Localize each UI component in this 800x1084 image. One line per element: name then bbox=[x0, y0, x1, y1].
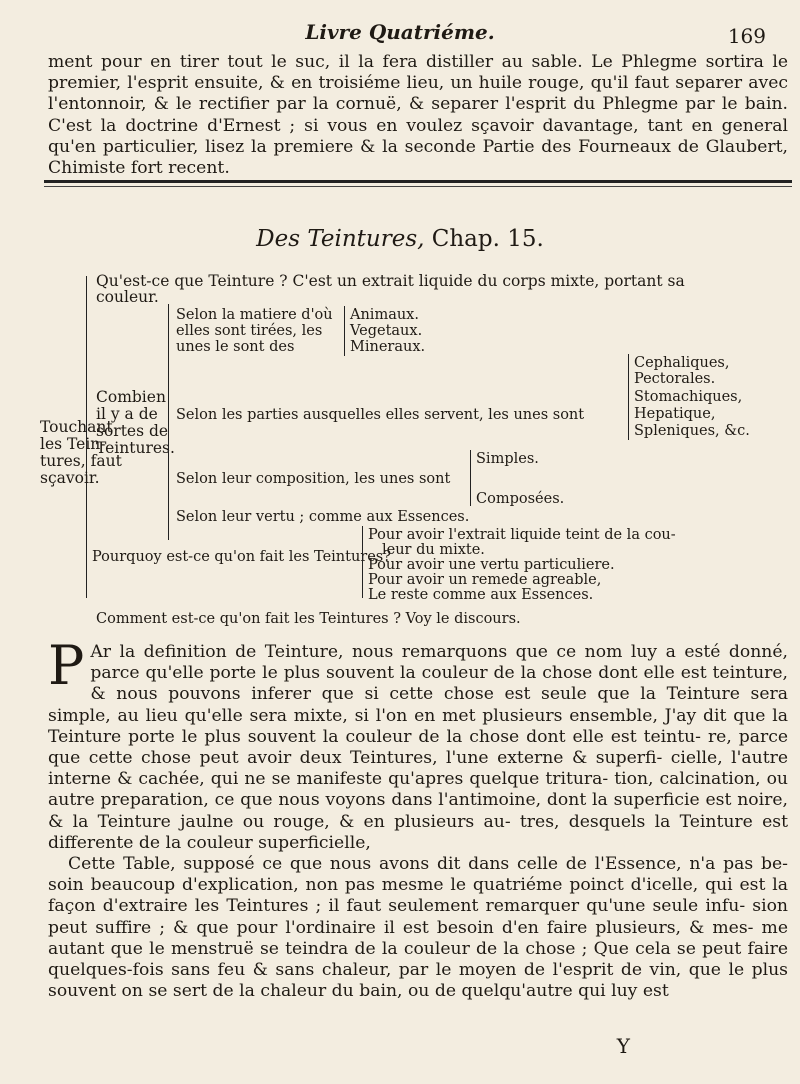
parties-item-2: Pectorales. bbox=[634, 371, 716, 387]
vertu-label: Selon leur vertu ; comme aux Essences. bbox=[176, 509, 470, 525]
parties-item-4: Hepatique, bbox=[634, 406, 716, 422]
ornamental-rule-thin bbox=[44, 186, 792, 187]
composition-item-1: Simples. bbox=[476, 451, 539, 467]
matiere-item-3: Mineraux. bbox=[350, 339, 426, 355]
q2-label-2: il y a de bbox=[96, 405, 158, 423]
side-label-1: Touchant bbox=[40, 418, 113, 436]
top-paragraph: ment pour en tirer tout le suc, il la fera distiller au sable. Le Phlegme sortira le premier, l'esprit ensuite, & en troisiéme lieu, un huile rouge, qu'il faut separer avec l'entonnoir, & le rectifier par la cornuë, & separer l'esprit du Phlegme par le bain. C'est la doctrine d'Ernest ; si vous en voulez sçavoir davantage, tant en general qu'en particulier, lisez la premiere & la seconde Partie des Fourneaux de Glaubert, Chimiste fort recent. bbox=[48, 52, 788, 179]
q2-brace bbox=[168, 304, 169, 540]
parties-item-1: Cephaliques, bbox=[634, 355, 730, 371]
q3-item-1: Pour avoir l'extrait liquide teint de la cou- bbox=[368, 527, 676, 543]
composition-item-2: Composées. bbox=[476, 491, 565, 507]
composition-label: Selon leur composition, les unes sont bbox=[176, 471, 451, 487]
side-label-3: tures, faut bbox=[40, 452, 122, 470]
side-label-2: les Tein- bbox=[40, 435, 106, 453]
q1-line-2: couleur. bbox=[96, 288, 159, 306]
q3-item-4: Pour avoir un remede agreable, bbox=[368, 572, 602, 588]
chapter-number: Chap. 15. bbox=[431, 226, 544, 252]
composition-brace bbox=[470, 450, 471, 506]
drop-cap: P bbox=[48, 634, 85, 697]
running-title: Livre Quatriéme. bbox=[305, 20, 495, 44]
q1-line-1: Qu'est-ce que Teinture ? C'est un extrait liquide du corps mixte, portant sa bbox=[96, 272, 685, 290]
parties-label: Selon les parties ausquelles elles servent, les unes sont bbox=[176, 407, 585, 423]
q3-item-2: leur du mixte. bbox=[382, 542, 485, 558]
page-header bbox=[0, 20, 800, 48]
q3-item-5: Le reste comme aux Essences. bbox=[368, 587, 594, 603]
page-number: 169 bbox=[727, 24, 766, 48]
q3-item-3: Pour avoir une vertu particuliere. bbox=[368, 557, 615, 573]
parties-item-5: Spleniques, &c. bbox=[634, 423, 750, 439]
matiere-item-1: Animaux. bbox=[350, 307, 419, 323]
q4-line: Comment est-ce qu'on fait les Teintures ? Voy le discours. bbox=[96, 611, 521, 627]
q2-label-4: Teintures. bbox=[96, 439, 175, 457]
second-paragraph-text: Cette Table, supposé ce que nous avons dit dans celle de l'Essence, n'a pas be- soin beaucoup d'explication, non pas mesme le quatriéme poinct d'icelle, qui est la façon d'extraire les Teintures ; il faut seulement remarquer qu'une seule infu- sion peut suffire ; & que pour l'ordinaire il est besoin d'en faire plusieurs, & mes- me autant que le menstruë se teindra de la couleur de la chose ; Que cela se peut faire quelques-fois sans feu & sans chaleur, par le moyen de l'esprit de vin, que le plus souvent on se sert de la chaleur du bain, ou de quelqu'autre qui luy est bbox=[48, 854, 788, 1002]
ornamental-rule bbox=[44, 180, 792, 183]
side-label-4: sçavoir. bbox=[40, 469, 100, 487]
main-paragraph-text: Ar la definition de Teinture, nous remarquons que ce nom luy a esté donné, parce qu'elle porte le plus souvent la couleur de la chose dont elle est teinture, & nous pouvons inferer que si cette chose est seule que la Teinture sera simple, au lieu qu'elle sera mixte, si l'on en met plusieurs ensemble, J'ay dit que la Teinture porte le plus souvent la couleur de la chose dont elle est teintu- re, parce que cette chose peut avoir deux Teintures, l'une externe & superfi- cielle, l'autre interne & cachée, qui ne se manifeste qu'apres quelque tritura- tion, calcination, ou autre preparation, ce que nous voyons dans l'antimoine, dont la superficie est noire, & la Teinture jaulne ou rouge, & en plusieurs au- tres, desquels la Teinture est differente de la couleur superficielle, bbox=[48, 642, 788, 853]
matiere-item-2: Vegetaux. bbox=[350, 323, 423, 339]
main-paragraph bbox=[48, 634, 788, 1002]
chapter-heading bbox=[0, 226, 800, 252]
matiere-label-1: Selon la matiere d'où bbox=[176, 307, 333, 323]
chapter-title: Des Teintures, bbox=[256, 226, 425, 252]
q2-label-3: sortes de bbox=[96, 422, 169, 440]
q3-label: Pourquoy est-ce qu'on fait les Teintures? bbox=[92, 549, 392, 565]
q3-brace bbox=[362, 526, 363, 598]
signature-mark: Y bbox=[616, 1034, 630, 1058]
parties-brace bbox=[628, 354, 629, 440]
q2-label-1: Combien bbox=[96, 388, 166, 406]
parties-item-3: Stomachiques, bbox=[634, 389, 743, 405]
matiere-brace bbox=[344, 306, 345, 356]
synoptic-table bbox=[0, 270, 800, 630]
matiere-label-2: elles sont tirées, les bbox=[176, 323, 323, 339]
matiere-label-3: unes le sont des bbox=[176, 339, 295, 355]
